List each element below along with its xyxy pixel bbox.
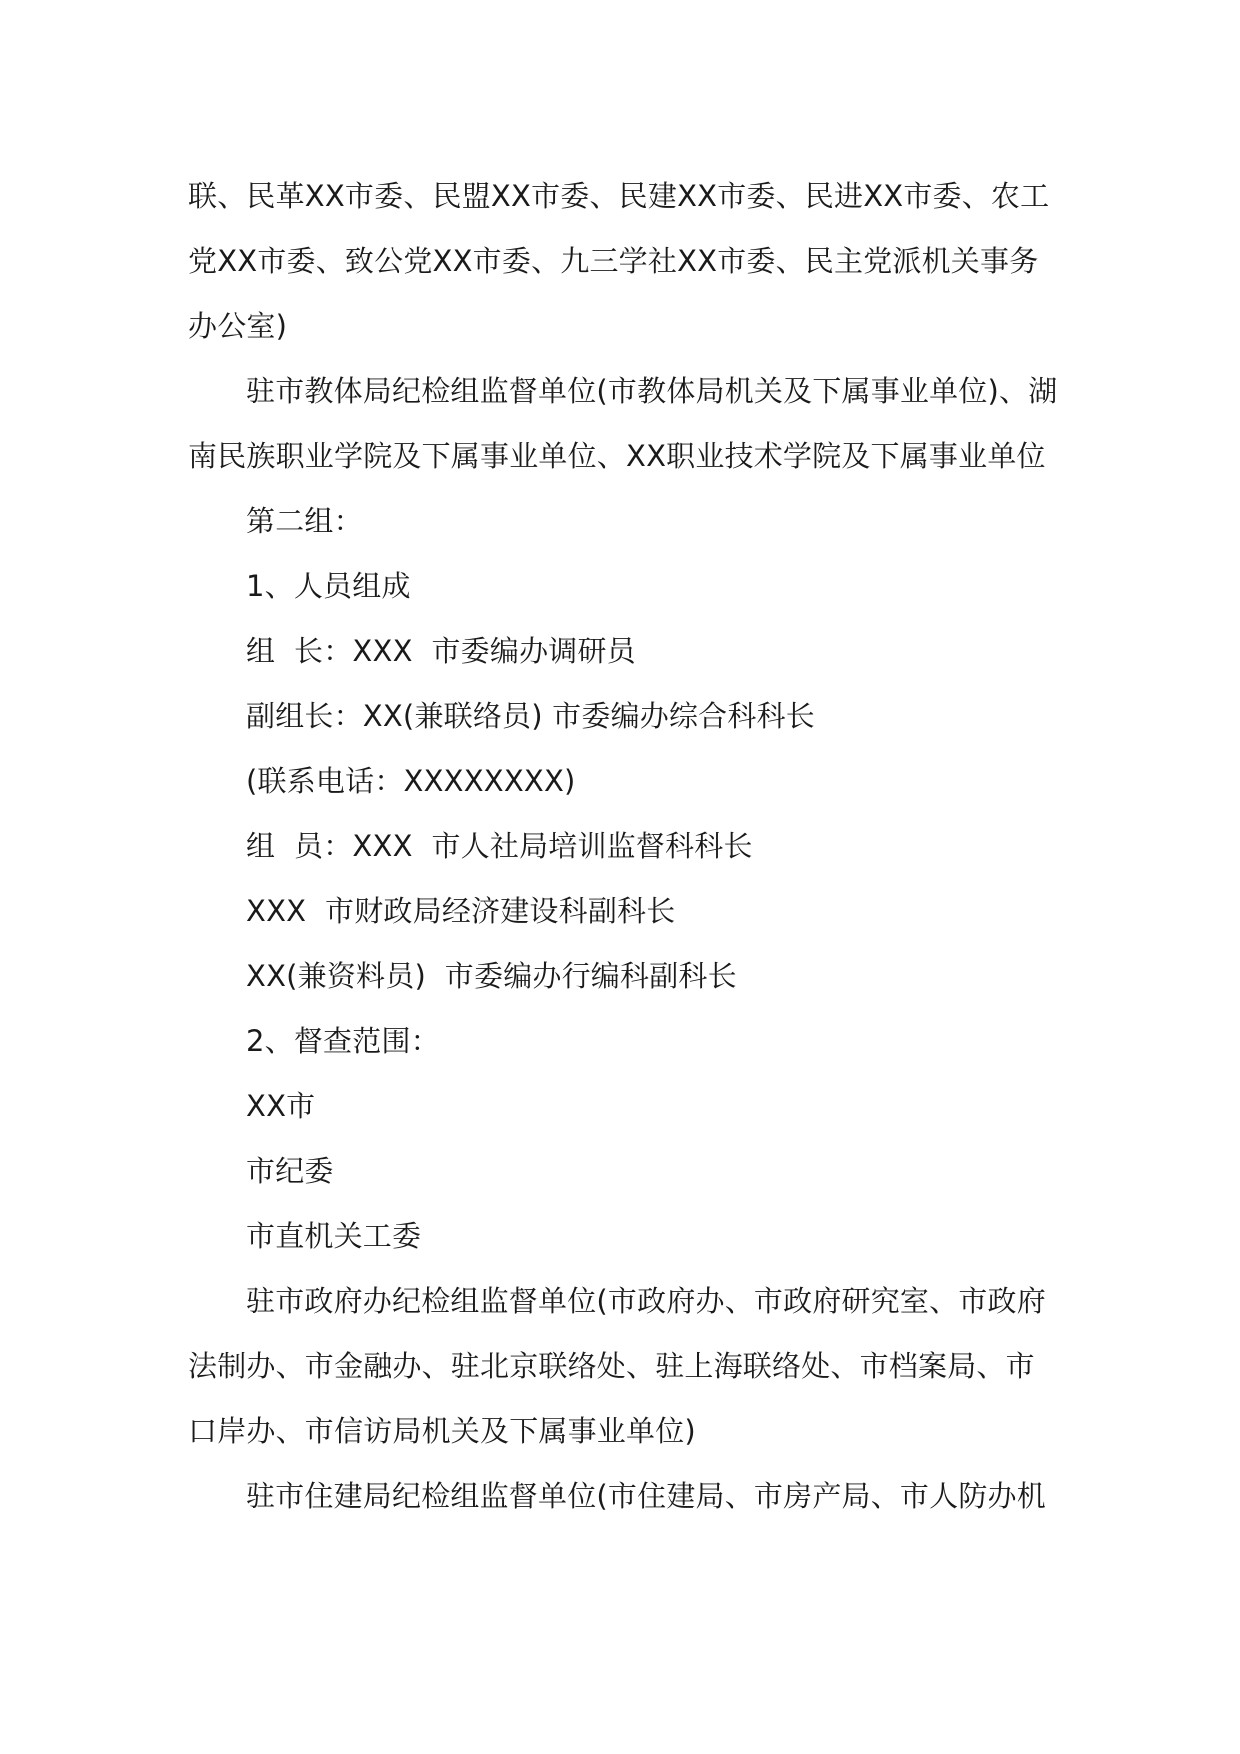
scope-item-discipline-committee: 市纪委: [246, 1154, 334, 1188]
scope-item-city: XX市: [246, 1089, 316, 1123]
line-group-member-3: XX(兼资料员) 市委编办行编科副科长: [246, 959, 737, 993]
line-contact-phone: (联系电话：XXXXXXXX): [246, 764, 576, 798]
line-group-leader: 组 长：XXX 市委编办调研员: [246, 634, 636, 668]
paragraph-housing-bureau-units: 驻市住建局纪检组监督单位(市住建局、市房产局、市人防办机: [246, 1479, 1046, 1513]
paragraph-government-office-units: 驻市政府办纪检组监督单位(市政府办、市政府研究室、市政府法制办、市金融办、驻北京联络处、驻上海联络处、市档案局、市口岸办、市信访局机关及下属事业单位): [188, 1284, 1046, 1448]
heading-inspection-scope: 2、督查范围：: [246, 1024, 440, 1058]
paragraph-education-bureau-units: 驻市教体局纪检组监督单位(市教体局机关及下属事业单位)、湖南民族职业学院及下属事业单位、XX职业技术学院及下属事业单位: [188, 374, 1058, 473]
line-deputy-leader: 副组长：XX(兼联络员) 市委编办综合科科长: [246, 699, 815, 733]
line-group-member-1: 组 员：XXX 市人社局培训监督科科长: [246, 829, 753, 863]
heading-group-two: 第二组：: [246, 504, 363, 538]
line-group-member-2: XXX 市财政局经济建设科副科长: [246, 894, 676, 928]
document-body: [188, 164, 1058, 1529]
paragraph-party-list-continuation: 联、民革XX市委、民盟XX市委、民建XX市委、民进XX市委、农工党XX市委、致公党XX市委、九三学社XX市委、民主党派机关事务办公室): [188, 179, 1050, 343]
heading-staff-composition: 1、人员组成: [246, 569, 411, 603]
scope-item-organs-work-committee: 市直机关工委: [246, 1219, 422, 1253]
